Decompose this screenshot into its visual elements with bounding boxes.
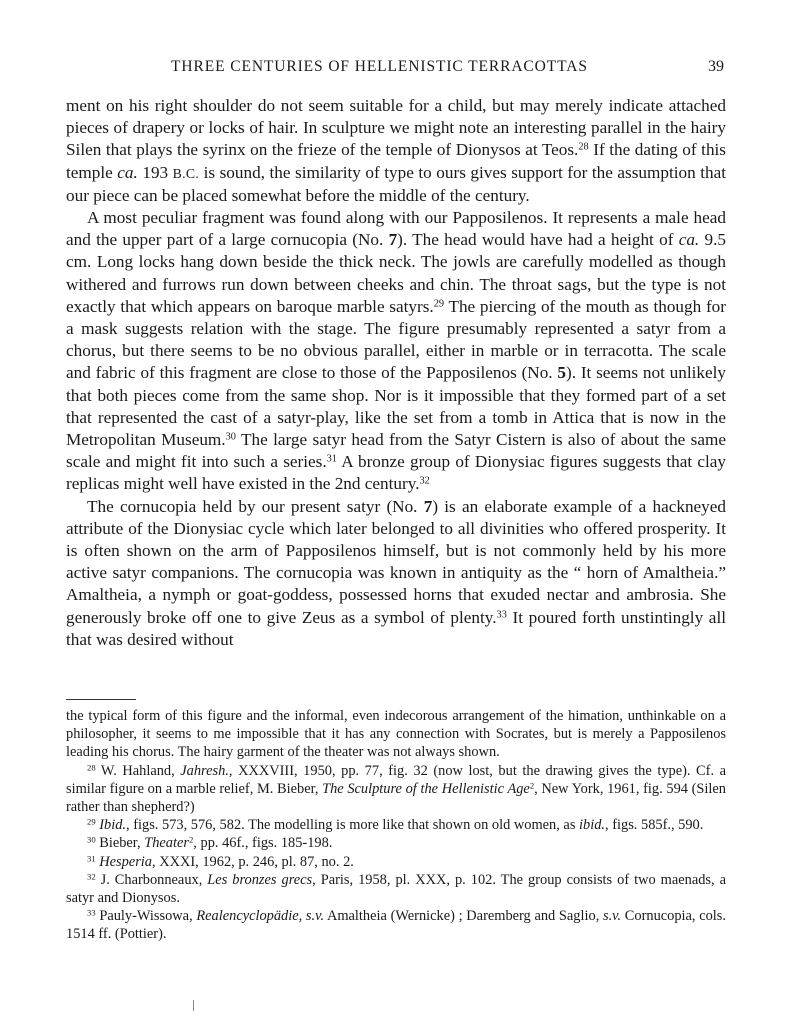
footnote-30: $^{30}$ Bieber, Theater$^2$, pp. 46f., figs. 185-198.: [87, 834, 333, 852]
footnote-ref-31[interactable]: 31: [326, 453, 337, 465]
footnote-ref-33[interactable]: 33: [496, 609, 507, 620]
running-header: [66, 58, 726, 80]
footnote-ref-29[interactable]: 29: [433, 298, 445, 310]
running-title: THREE CENTURIES OF HELLENISTIC TERRACOTTAS: [171, 58, 588, 75]
catalog-ref-7b: 7: [423, 496, 433, 516]
footnote-separator: [66, 699, 136, 700]
catalog-ref-5: 5: [557, 363, 566, 383]
footnote-32: $^{32}$ J. Charbonneaux, Les bronzes grecs, Paris, 1958, pl. XXX, p. 102. The group consists of two maenads, a satyr and Dionysos.: [66, 871, 726, 907]
footnote-33: $^{33}$ Pauly-Wissowa, Realencyclopädie, s.v. Amaltheia (Wernicke) ; Daremberg and Saglio, s.v. Cornucopia, cols. 1514 ff. (Pottier).: [66, 907, 727, 943]
page-number: 39: [708, 58, 724, 75]
footnote-29: $^{29}$ Ibid., figs. 573, 576, 582. The modelling is more like that shown on old women, as ibid., figs. 585f., 590.: [87, 816, 704, 834]
footnote-ref-30[interactable]: 30: [225, 431, 236, 443]
footnote-continuation: the typical form of this figure and the informal, even indecorous arrangement of the himation, unthinkable on a philosopher, it seems to me impossible that it has any connection with Socrates, but is merely a Papposilenos leading his chorus. The hairy garment of the theater was not always shown.: [66, 708, 726, 761]
footnote-ref-28[interactable]: 28: [578, 141, 589, 153]
footnote-31: $^{31}$ Hesperia, XXXI, 1962, p. 246, pl. 87, no. 2.: [87, 852, 354, 870]
footnotes: [66, 707, 726, 944]
footnote-ref-32[interactable]: 32: [419, 475, 430, 487]
body-text: [66, 95, 726, 651]
paragraph-2: A most peculiar fragment was found along with our Papposilenos. It represents a male head and the upper part of a large cornucopia (No. 7). The head would have had a height of ca. 9.5 cm. Long locks hang down beside the thick neck. The jowls are carefully modelled as though withered and furrows run down between cheeks and chin. The throat sags, but the type is not exactly that which appears on baroque marble satyrs.$^{29}$ The piercing of the mouth as though for a mask suggests relation with the stage. The figure presumably represented a satyr from a chorus, but there seems to be no obvious parallel, either in marble or in terracotta. The scale and fabric of this fragment are close to those of the Papposilenos (No. 5). It seems not unlikely that both pieces come from the same shop. Nor is it impossible that they formed part of a set that represented the cast of a satyr-play, like the set from a tomb in Attica that is now in the Metropolitan Museum.$^{30}$ The large satyr head from the Satyr Cistern is also of about the same scale and might fit into such a series.$^{31}$ A bronze group of Dionysiac figures suggests that clay replicas might well have existed in the 2nd century.$^{32}$: [66, 208, 726, 494]
stray-mark: [193, 1000, 194, 1011]
catalog-ref-7: 7: [388, 230, 398, 250]
paragraph-3: The cornucopia held by our present satyr (No. 7) is an elaborate example of a hackneyed attribute of the Dionysiac cycle which later belonged to all divinities who offered prosperity. It is often shown on the arm of Papposilenos himself, but is not commonly held by his more active satyr companions. The cornucopia was known in antiquity as the “ horn of Amaltheia.” Amaltheia, a nymph or goat-goddess, possessed horns that exuded nectar and ambrosia. She generously broke off one to give Zeus as a symbol of plenty.$^{33}$ It poured forth unstintingly all that was desired without: [66, 496, 726, 649]
paragraph-1: ment on his right shoulder do not seem suitable for a child, but may merely indicate attached pieces of drapery or locks of hair. In sculpture we might note an interesting parallel in the hairy Silen that plays the syrinx on the frieze of the temple of Dionysos at Teos.$^{28}$ If the dating of this temple ca. 193 B.C. is sound, the similarity of type to ours gives support for the assumption that our piece can be placed somewhat before the middle of the century.: [66, 96, 726, 205]
footnote-28: $^{28}$ W. Hahland, Jahresh., XXXVIII, 1950, pp. 77, fig. 32 (now lost, but the drawing gives the type). Cf. a similar figure on a marble relief, M. Bieber, The Sculpture of the Hellenistic Age$^2$, New York, 1961, fig. 594 (Silen rather than shepherd?): [66, 761, 727, 816]
